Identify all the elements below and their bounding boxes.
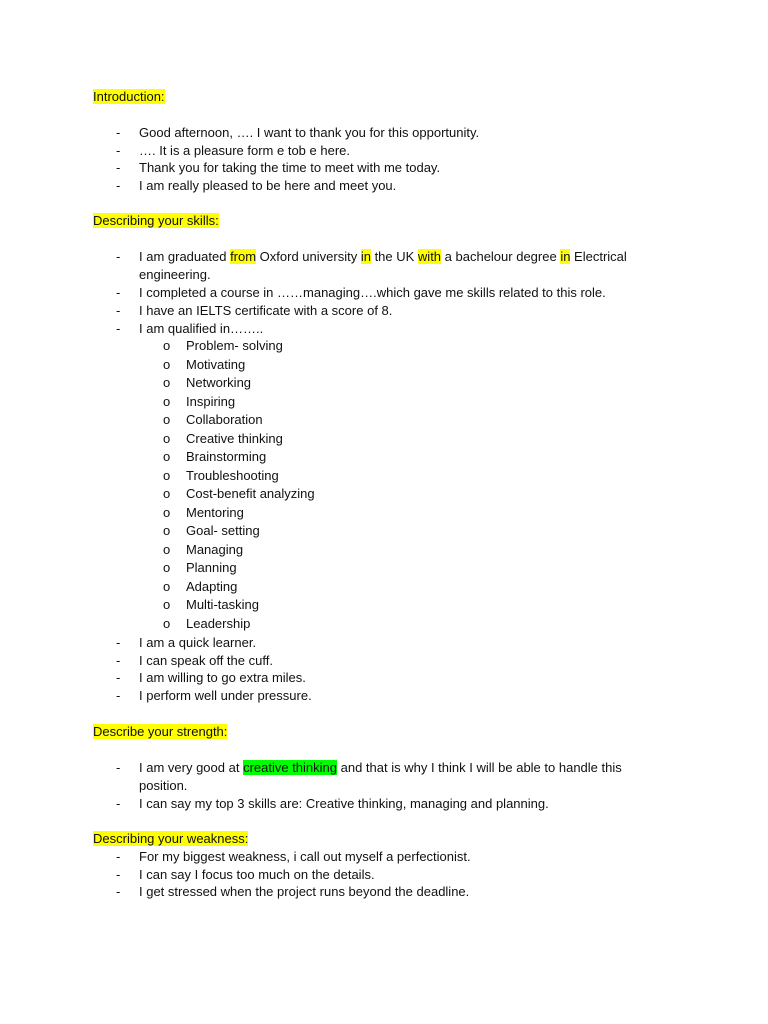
- sub-list-item: Creative thinking: [186, 431, 283, 446]
- list-item: I can say my top 3 skills are: Creative thinking, managing and planning.: [139, 796, 549, 811]
- sub-list-item: Problem- solving: [186, 338, 283, 353]
- list-item: I am a quick learner.: [139, 635, 257, 650]
- sub-bullet: o: [163, 616, 171, 631]
- sub-bullet: o: [163, 394, 171, 409]
- list-item: Thank you for taking the time to meet with me today.: [139, 160, 441, 175]
- list-item: I can say I focus too much on the details.: [139, 867, 375, 882]
- heading-text: Describing your skills:: [93, 213, 219, 228]
- list-item: I completed a course in ……managing….which gave me skills related to this role.: [139, 285, 606, 300]
- bullet-dash: -: [116, 303, 121, 318]
- highlighted-word: in: [560, 249, 571, 264]
- list-item: I am really pleased to be here and meet you.: [139, 178, 397, 193]
- bullet-dash: -: [116, 160, 121, 175]
- text-run: Electrical: [570, 249, 627, 264]
- list-item-continuation: position.: [139, 778, 188, 793]
- sub-bullet: o: [163, 431, 171, 446]
- bullet-dash: -: [116, 249, 121, 264]
- sub-list-item: Networking: [186, 375, 252, 390]
- sub-list-item: Brainstorming: [186, 449, 267, 464]
- bullet-dash: -: [116, 653, 121, 668]
- sub-list-item: Collaboration: [186, 412, 263, 427]
- sub-list-item: Planning: [186, 560, 237, 575]
- sub-bullet: o: [163, 375, 171, 390]
- sub-bullet: o: [163, 523, 171, 538]
- section-heading-introduction: [93, 88, 165, 105]
- bullet-dash: -: [116, 285, 121, 300]
- sub-bullet: o: [163, 449, 171, 464]
- bullet-dash: -: [116, 178, 121, 193]
- list-item: Good afternoon, …. I want to thank you for this opportunity.: [139, 125, 480, 140]
- bullet-dash: -: [116, 125, 121, 140]
- sub-bullet: o: [163, 560, 171, 575]
- sub-bullet: o: [163, 486, 171, 501]
- highlighted-word: from: [230, 249, 257, 264]
- bullet-dash: -: [116, 670, 121, 685]
- sub-bullet: o: [163, 579, 171, 594]
- sub-bullet: o: [163, 357, 171, 372]
- bullet-dash: -: [116, 867, 121, 882]
- list-item: I can speak off the cuff.: [139, 653, 273, 668]
- sub-bullet: o: [163, 412, 171, 427]
- sub-bullet: o: [163, 468, 171, 483]
- sub-bullet: o: [163, 597, 171, 612]
- sub-list-item: Multi-tasking: [186, 597, 259, 612]
- sub-list-item: Leadership: [186, 616, 251, 631]
- text-run: the UK: [370, 249, 418, 264]
- sub-list-item: Adapting: [186, 579, 238, 594]
- bullet-dash: -: [116, 760, 121, 775]
- bullet-dash: -: [116, 796, 121, 811]
- list-item: I have an IELTS certificate with a score of 8.: [139, 303, 393, 318]
- sub-bullet: o: [163, 338, 171, 353]
- highlighted-word: in: [360, 249, 371, 264]
- text-run: Oxford university: [256, 249, 361, 264]
- highlighted-phrase: creative thinking: [243, 760, 338, 775]
- text-run: a bachelour degree: [441, 249, 561, 264]
- sub-list-item: Troubleshooting: [186, 468, 279, 483]
- list-item: I am willing to go extra miles.: [139, 670, 306, 685]
- sub-list-item: Mentoring: [186, 505, 244, 520]
- text-run: I am very good at: [139, 760, 244, 775]
- list-item: I perform well under pressure.: [139, 688, 312, 703]
- list-item: I get stressed when the project runs beyond the deadline.: [139, 884, 470, 899]
- list-item-creative: [139, 759, 622, 776]
- bullet-dash: -: [116, 849, 121, 864]
- text-run: I am graduated: [139, 249, 231, 264]
- heading-text: Introduction:: [93, 89, 165, 104]
- section-heading-strength: [93, 723, 227, 740]
- list-item: For my biggest weakness, i call out myself a perfectionist.: [139, 849, 471, 864]
- list-item: I am qualified in……..: [139, 321, 264, 336]
- sub-bullet: o: [163, 505, 171, 520]
- sub-list-item: Motivating: [186, 357, 246, 372]
- list-item-continuation: engineering.: [139, 267, 211, 282]
- sub-list-item: Cost-benefit analyzing: [186, 486, 315, 501]
- sub-list-item: Managing: [186, 542, 244, 557]
- bullet-dash: -: [116, 688, 121, 703]
- highlighted-word: with: [417, 249, 442, 264]
- bullet-dash: -: [116, 635, 121, 650]
- sub-list-item: Goal- setting: [186, 523, 260, 538]
- bullet-dash: -: [116, 321, 121, 336]
- list-item: …. It is a pleasure form e tob e here.: [139, 143, 350, 158]
- heading-text: Describing your weakness:: [93, 831, 249, 846]
- sub-list-item: Inspiring: [186, 394, 236, 409]
- bullet-dash: -: [116, 884, 121, 899]
- section-heading-weakness: [93, 830, 248, 847]
- bullet-dash: -: [116, 143, 121, 158]
- text-run: and that is why I think I will be able to handle this: [337, 760, 622, 775]
- sub-bullet: o: [163, 542, 171, 557]
- heading-text: Describe your strength:: [93, 724, 228, 739]
- section-heading-skills: [93, 212, 219, 229]
- list-item-graduated: [139, 248, 627, 265]
